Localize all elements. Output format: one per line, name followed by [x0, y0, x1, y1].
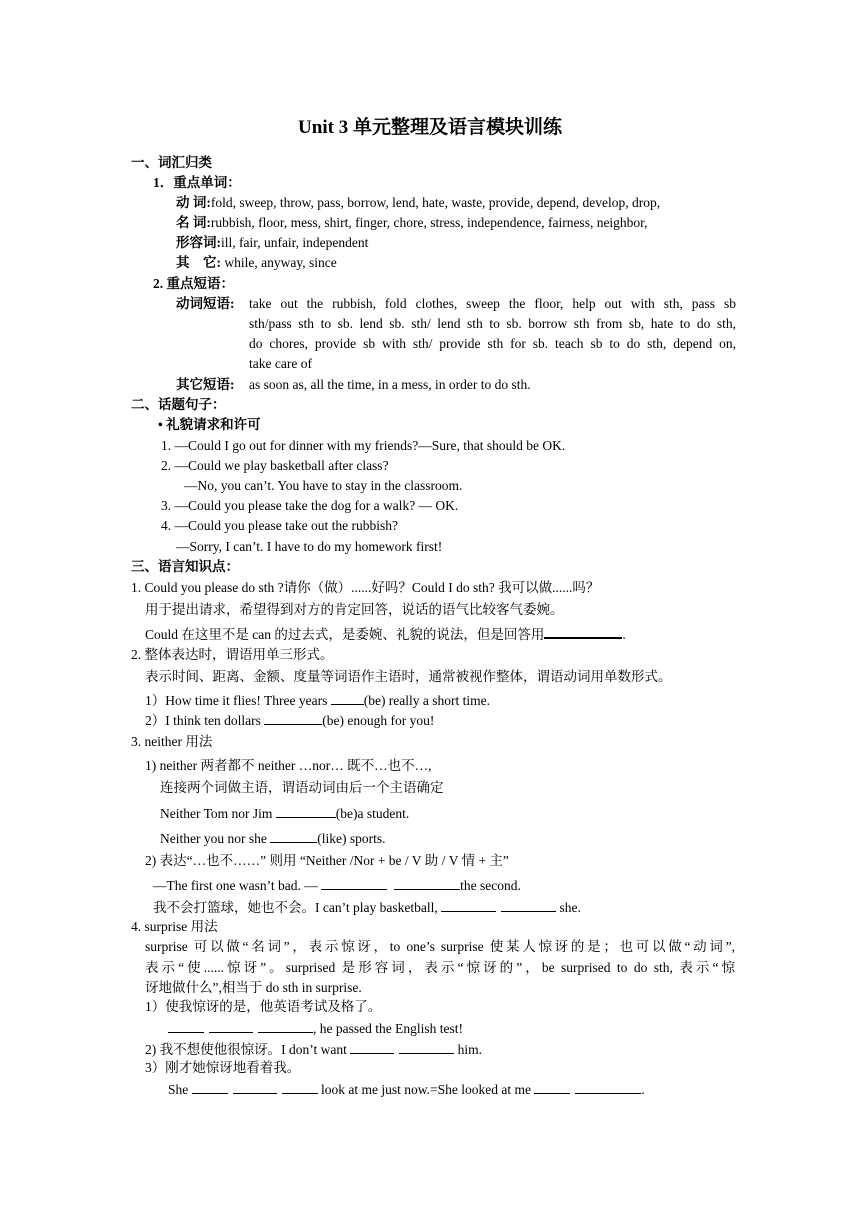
dialogue-line: 3. —Could you please take the dog for a walk? — OK.	[161, 498, 459, 513]
key-words-heading: 1．重点单词：	[153, 175, 241, 190]
dialogue-line: 1. —Could I go out for dinner with my friends?—Sure, that should be OK.	[161, 438, 566, 453]
exercise-text: .	[641, 1082, 645, 1097]
section-3-heading: 三、语言知识点：	[131, 559, 239, 574]
key-phrases-heading: 2. 重点短语：	[153, 276, 234, 291]
exercise-text: Neither Tom nor Jim	[160, 806, 276, 821]
point-3-title: 3. neither 用法	[131, 734, 213, 749]
answer-blank[interactable]	[350, 1040, 394, 1054]
point-3-line: 连接两个词做主语，谓语动词由后一个主语确定	[160, 780, 444, 795]
exercise-text: him.	[454, 1042, 483, 1057]
verb-phrases-line: sth/pass sth to sb. lend sb. sth/ lend sth to sb. borrow sth from sb, hate to do sth,	[249, 316, 736, 331]
nouns-text: rubbish, floor, mess, shirt, finger, chore, stress, independence, fairness, neighbor,	[210, 215, 648, 230]
point-1-line: 用于提出请求，希望得到对方的肯定回答，说话的语气比较客气委婉。	[145, 602, 564, 617]
exercise-line	[160, 804, 409, 823]
exercise-text: look at me just now.=She looked at me	[317, 1082, 535, 1097]
answer-blank[interactable]	[534, 1080, 570, 1094]
others-line	[176, 254, 337, 272]
point-3-line: 1) neither 两者都不 neither …nor… 既不…也不…,	[145, 758, 432, 773]
dialogue-line: —No, you can’t. You have to stay in the classroom.	[184, 478, 463, 493]
point-1-title: 1. Could you please do sth ?请你（做）......好吗？Could I do sth? 我可以做......吗？	[131, 580, 600, 595]
exercise-line	[145, 1040, 482, 1059]
exercise-line	[168, 1080, 645, 1099]
point-1-text: Could 在这里不是 can 的过去式，是委婉、礼貌的说法，但是回答用	[145, 627, 545, 642]
exercise-text: Neither you nor she	[160, 831, 271, 846]
exercise-line	[145, 711, 434, 730]
other-phrases-text: as soon as, all the time, in a mess, in order to do sth.	[249, 377, 531, 392]
verb-phrases-line: do chores, provide sb with sth/ provide sth for sb. teach sb to do sth, depend on,	[249, 336, 736, 351]
exercise-line	[168, 1019, 463, 1038]
point-1-line	[145, 624, 626, 644]
exercise-text: , he passed the English test!	[313, 1021, 463, 1036]
dialogue-line: —Sorry, I can’t. I have to do my homework first!	[176, 539, 443, 554]
exercise-line	[153, 876, 521, 895]
section-2-heading: 二、话题句子：	[131, 397, 226, 412]
answer-blank[interactable]	[282, 1080, 318, 1094]
exercise-text: (be) enough for you!	[322, 713, 435, 728]
verbs-text: fold, sweep, throw, pass, borrow, lend, hate, waste, provide, depend, develop, drop,	[210, 195, 661, 210]
exercise-text: (be) really a short time.	[363, 693, 491, 708]
answer-blank[interactable]	[209, 1019, 253, 1033]
answer-blank[interactable]	[575, 1080, 641, 1094]
verbs-label: 动 词:	[176, 195, 211, 210]
section-1-heading: 一、词汇归类	[131, 155, 212, 170]
answer-blank[interactable]	[258, 1019, 313, 1033]
answer-blank[interactable]	[168, 1019, 204, 1033]
exercise-text: she.	[556, 900, 581, 915]
answer-blank[interactable]	[399, 1040, 454, 1054]
answer-blank[interactable]	[264, 711, 322, 725]
others-text: while, anyway, since	[221, 255, 337, 270]
verb-phrases-line: take out the rubbish, fold clothes, sweep the floor, help out with sth, pass sb	[249, 296, 736, 311]
topic-heading: • 礼貌请求和许可	[158, 417, 261, 432]
answer-blank[interactable]	[441, 898, 496, 912]
verbs-line	[176, 194, 660, 212]
exercise-text: 2）I think ten dollars	[145, 713, 265, 728]
point-2-line: 表示时间、距离、金额、度量等词语作主语时，通常被视作整体，谓语动词用单数形式。	[145, 669, 672, 684]
exercise-text: 1）How time it flies! Three years	[145, 693, 331, 708]
answer-blank[interactable]	[192, 1080, 228, 1094]
answer-blank[interactable]	[276, 804, 336, 818]
exercise-text: (be)a student.	[335, 806, 410, 821]
dialogue-line: 4. —Could you please take out the rubbish?	[161, 518, 398, 533]
answer-blank[interactable]	[544, 624, 622, 639]
point-4-line: 讶地做什么”,相当于 do sth in surprise.	[145, 980, 362, 995]
answer-blank[interactable]	[321, 876, 387, 890]
dialogue-line: 2. —Could we play basketball after class?	[161, 458, 389, 473]
adjectives-line	[176, 234, 368, 252]
verb-phrases-line: take care of	[249, 356, 312, 371]
exercise-line	[145, 691, 490, 710]
adjectives-label: 形容词:	[176, 235, 221, 250]
answer-blank[interactable]	[501, 898, 556, 912]
verb-phrases-label: 动词短语:	[176, 296, 235, 311]
exercise-text: 2) 我不想使他很惊讶。I don’t want	[145, 1042, 351, 1057]
exercise-text: 我不会打篮球，她也不会。I can’t play basketball,	[153, 900, 442, 915]
answer-blank[interactable]	[394, 876, 460, 890]
page-title: Unit 3 单元整理及语言模块训练	[298, 117, 562, 138]
exercise-question: 3）刚才她惊讶地看着我。	[145, 1060, 301, 1075]
point-4-line: 表示“使......惊讶”。surprised 是形容词，表示“惊讶的”，be surprised to do sth, 表示“惊	[145, 960, 735, 975]
exercise-text: the second.	[460, 878, 521, 893]
adjectives-text: ill, fair, unfair, independent	[221, 235, 369, 250]
exercise-question: 1）使我惊讶的是，他英语考试及格了。	[145, 999, 382, 1014]
answer-blank[interactable]	[270, 829, 317, 843]
answer-blank[interactable]	[233, 1080, 277, 1094]
exercise-text: (like) sports.	[317, 831, 386, 846]
nouns-line	[176, 214, 648, 232]
point-3-line: 2) 表达“…也不……” 则用 “Neither /Nor + be / V 助 / V 情 + 主”	[145, 853, 509, 868]
point-4-title: 4. surprise 用法	[131, 919, 218, 934]
nouns-label: 名 词:	[176, 215, 211, 230]
exercise-text: She	[168, 1082, 192, 1097]
answer-blank[interactable]	[331, 691, 364, 705]
exercise-line	[160, 829, 385, 848]
other-phrases-label: 其它短语:	[176, 377, 235, 392]
exercise-text: —The first one wasn’t bad. —	[153, 878, 322, 893]
point-1-period: .	[622, 627, 626, 642]
point-2-title: 2. 整体表达时，谓语用单三形式。	[131, 647, 334, 662]
others-label: 其 它:	[176, 255, 221, 270]
exercise-line	[153, 898, 581, 917]
point-4-line: surprise 可以做“名词”，表示惊讶，to one’s surprise 使某人惊讶的是；也可以做“动词”,	[145, 939, 735, 954]
